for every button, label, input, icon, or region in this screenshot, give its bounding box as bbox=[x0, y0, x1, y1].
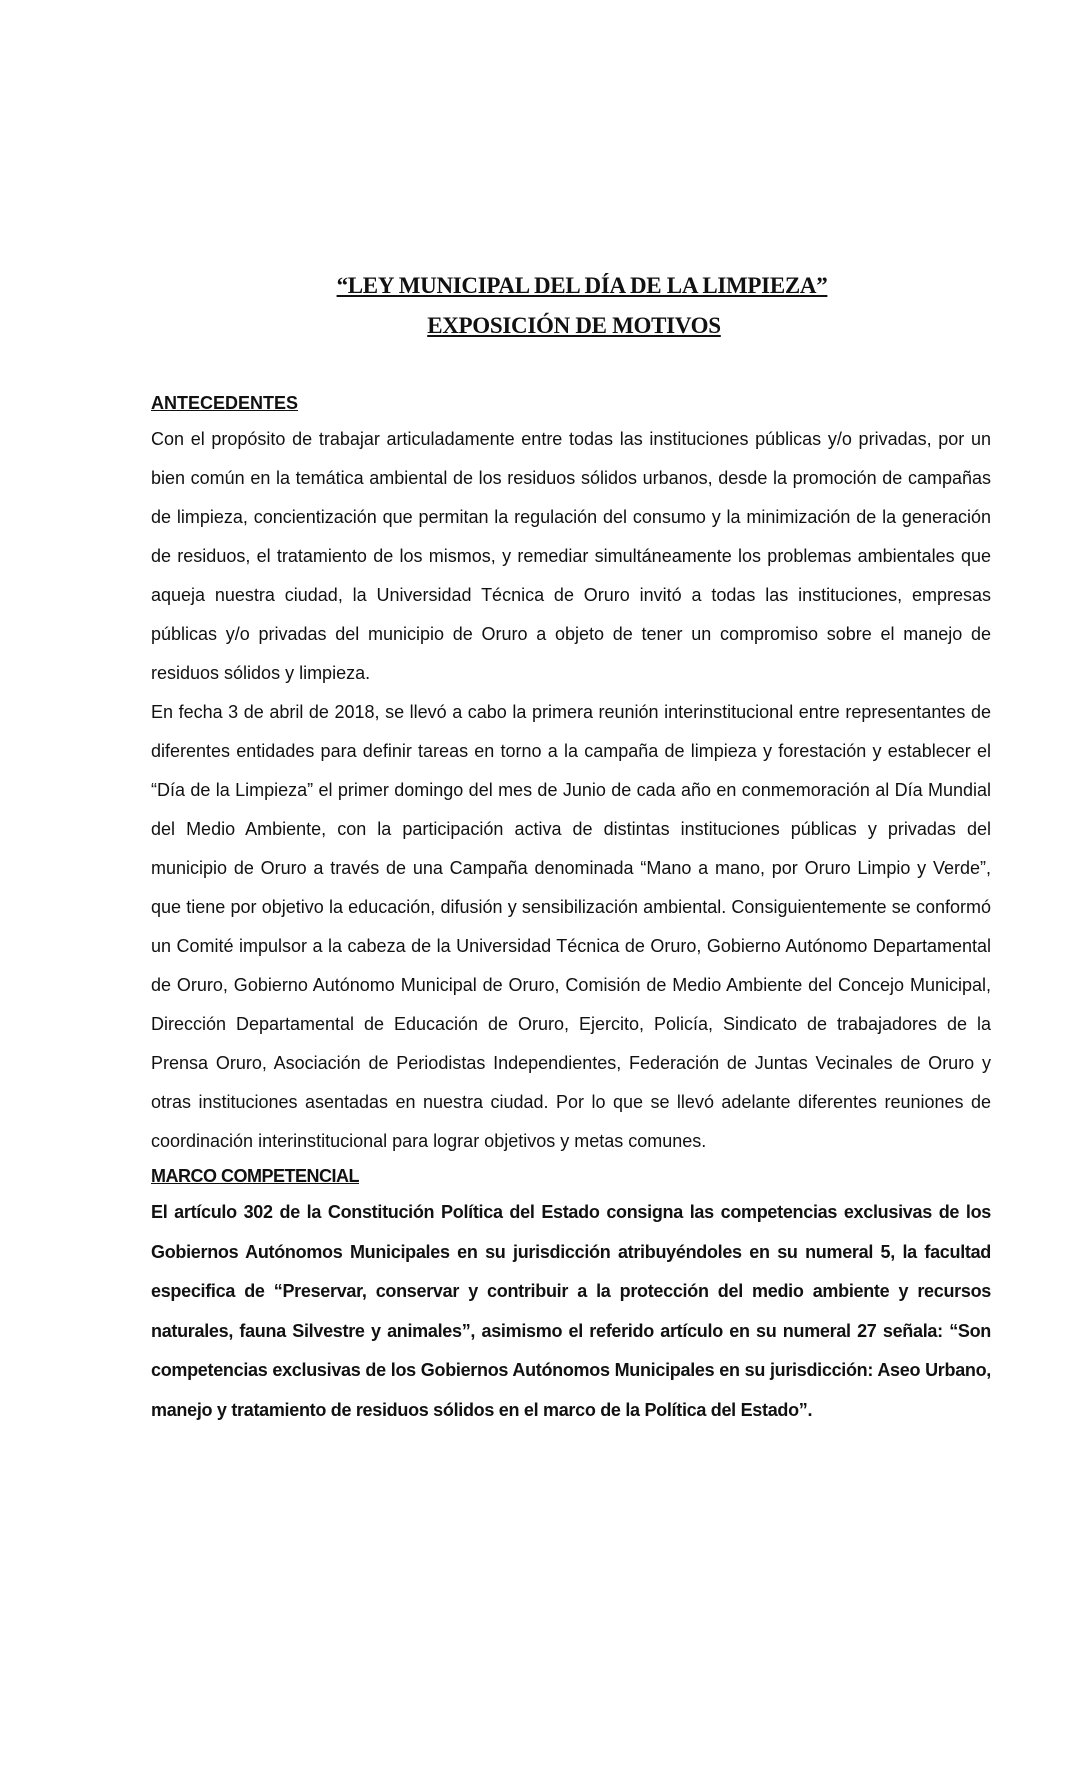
document-subtitle: EXPOSICIÓN DE MOTIVOS bbox=[427, 313, 721, 338]
paragraph: El artículo 302 de la Constitución Política del Estado consigna las competencias exclusivas de los Gobiernos Autónomos Municipales en su jurisdicción atribuyéndoles en su numeral 5, la facultad especifica de “Preservar, conservar y contribuir a la protección del medio ambiente y recursos naturales, fauna Silvestre y animales”, asimismo el referido artículo en su numeral 27 señala: “Son competencias exclusivas de los Gobiernos Autónomos Municipales en su jurisdicción: Aseo Urbano, manejo y tratamiento de residuos sólidos en el marco de la Política del Estado”. bbox=[151, 1202, 991, 1420]
paragraph: Con el propósito de trabajar articuladamente entre todas las instituciones públicas y/o privadas, por un bien común en la temática ambiental de los residuos sólidos urbanos, desde la promoción de campañas de limpieza, concientización que permitan la regulación del consumo y la minimización de la generación de residuos, el tratamiento de los mismos, y remediar simultáneamente los problemas ambientales que aqueja nuestra ciudad, la Universidad Técnica de Oruro invitó a todas las instituciones, empresas públicas y/o privadas del municipio de Oruro a objeto de tener un compromiso sobre el manejo de residuos sólidos y limpieza. bbox=[151, 429, 991, 683]
section-heading-marco-competencial: MARCO COMPETENCIAL bbox=[151, 1166, 359, 1186]
document-title-block bbox=[0, 266, 1088, 346]
section-heading-antecedentes: ANTECEDENTES bbox=[151, 393, 299, 413]
law-title: “LEY MUNICIPAL DEL DÍA DE LA LIMPIEZA” bbox=[336, 273, 828, 298]
document-body bbox=[151, 388, 991, 1430]
paragraph: En fecha 3 de abril de 2018, se llevó a cabo la primera reunión interinstitucional entre representantes de diferentes entidades para definir tareas en torno a la campaña de limpieza y forestación y establecer el “Día de la Limpieza” el primer domingo del mes de Junio de cada año en conmemoración al Día Mundial del Medio Ambiente, con la participación activa de distintas instituciones públicas y privadas del municipio de Oruro a través de una Campaña denominada “Mano a mano, por Oruro Limpio y Verde”, que tiene por objetivo la educación, difusión y sensibilización ambiental. Consiguientemente se conformó un Comité impulsor a la cabeza de la Universidad Técnica de Oruro, Gobierno Autónomo Departamental de Oruro, Gobierno Autónomo Municipal de Oruro, Comisión de Medio Ambiente del Concejo Municipal, Dirección Departamental de Educación de Oruro, Ejercito, Policía, Sindicato de trabajadores de la Prensa Oruro, Asociación de Periodistas Independientes, Federación de Juntas Vecinales de Oruro y otras instituciones asentadas en nuestra ciudad. Por lo que se llevó adelante diferentes reuniones de coordinación interinstitucional para lograr objetivos y metas comunes. bbox=[151, 702, 991, 1151]
